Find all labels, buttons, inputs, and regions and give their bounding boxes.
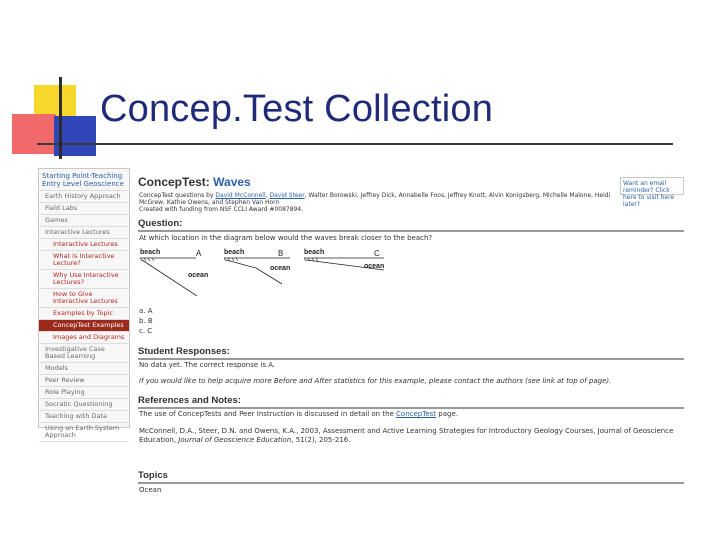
- sidebar-heading[interactable]: Starting Point-Teaching Entry Level Geoscience: [39, 169, 129, 191]
- sidebar-item[interactable]: Using an Earth System Approach: [39, 423, 129, 442]
- diagram-b-letter: B: [278, 249, 284, 258]
- citation-main: McConnell, D.A., Steer, D.N. and Owens, K.A., 2003, Assessment and Active Learning Strategies for Introductory Geology Courses, Journal of Geoscience Education,: [139, 427, 674, 444]
- wave-diagram: [138, 246, 398, 296]
- sidebar-subitem[interactable]: Images and Diagrams: [39, 332, 129, 344]
- author-credit: [139, 192, 619, 213]
- diagram-c-beach-label: beach: [304, 249, 325, 256]
- sidebar-item[interactable]: Games: [39, 215, 129, 227]
- citation: [139, 427, 684, 445]
- sidebar-item[interactable]: Role Playing: [39, 387, 129, 399]
- sidebar-item[interactable]: Peer Review: [39, 375, 129, 387]
- sidebar-item[interactable]: Models: [39, 363, 129, 375]
- conceptest-link[interactable]: ConcepTest: [396, 410, 437, 418]
- sidebar-item[interactable]: Earth History Approach: [39, 191, 129, 203]
- sidebar-item[interactable]: Investigative Case Based Learning: [39, 344, 129, 363]
- references-line-post: page.: [438, 410, 458, 418]
- references-line-pre: The use of ConcepTests and Peer Instruction is discussed in detail on the: [139, 410, 394, 418]
- topics-item[interactable]: Ocean: [139, 486, 162, 494]
- decor-horizontal-line: [37, 143, 673, 145]
- sidebar-subitem[interactable]: Examples by Topic: [39, 308, 129, 320]
- email-reminder-box[interactable]: Want an email reminder? Click here to visit here later?: [620, 177, 684, 195]
- question-heading: Question:: [138, 218, 684, 232]
- slide-title: Concep.Test Collection: [100, 88, 494, 130]
- answer-option: c. C: [139, 327, 153, 335]
- references-line: [139, 410, 684, 419]
- page-heading: [138, 175, 251, 189]
- diagram-a-letter: A: [196, 249, 202, 258]
- sidebar-item[interactable]: Interactive Lectures: [39, 227, 129, 239]
- decor-red-square: [12, 114, 56, 154]
- diagram-b-hatch: [224, 258, 238, 261]
- sidebar-subitem[interactable]: Interactive Lectures: [39, 239, 129, 251]
- diagram-c-letter: C: [374, 249, 380, 258]
- sidebar-subitem-active[interactable]: ConcepTest Examples: [39, 320, 129, 332]
- sidebar-nav: [38, 168, 130, 439]
- page-heading-prefix: ConcepTest:: [138, 175, 210, 189]
- diagram-b-beach-label: beach: [224, 249, 245, 256]
- diagram-c-ocean-label: ocean: [364, 263, 385, 270]
- sidebar-item[interactable]: Field Labs: [39, 203, 129, 215]
- sidebar-subitem[interactable]: What is Interactive Lecture?: [39, 251, 129, 270]
- sidebar-subitem[interactable]: How to Give Interactive Lectures: [39, 289, 129, 308]
- diagram-b-ocean-label: ocean: [270, 265, 291, 272]
- citation-tail: , 51(2), 205-216.: [291, 436, 351, 444]
- web-page-screenshot: [38, 168, 686, 506]
- responses-text: No data yet. The correct response is A.: [139, 361, 276, 369]
- author-link[interactable]: David McConnell: [215, 192, 266, 199]
- responses-request: If you would like to help acquire more Before and After statistics for this example, please contact the authors (see link at top of page).: [139, 377, 612, 385]
- diagram-b-slope-1: [226, 260, 256, 268]
- diagram-a-hatch: [140, 258, 154, 261]
- sidebar-item[interactable]: Socratic Questioning: [39, 399, 129, 411]
- page-heading-topic: Waves: [213, 175, 251, 189]
- sidebar-subitem[interactable]: Why Use Interactive Lectures?: [39, 270, 129, 289]
- answer-option: a. A: [139, 307, 153, 315]
- diagram-a-ocean-label: ocean: [188, 272, 209, 279]
- diagram-a-beach-label: beach: [140, 249, 161, 256]
- credit-separator: ,: [265, 192, 268, 199]
- credit-funding: Created with funding from NSF CCLI Award #0087894.: [139, 206, 304, 213]
- decor-vertical-line: [59, 77, 62, 159]
- author-link[interactable]: David Steer: [269, 192, 305, 199]
- answer-option: b. B: [139, 317, 153, 325]
- topics-heading: Topics: [138, 470, 684, 484]
- credit-intro: ConcepTest questions by: [139, 192, 214, 199]
- references-heading: References and Notes:: [138, 395, 684, 409]
- credit-rest: , Walter Borowski, Jeffrey Dick, Annabelle Foos, Jeffrey Knott, Alvin Konigsberg, Michelle Malone, Heidi McGrew, Kathie Owens, and Stephen Van Horn: [139, 192, 611, 206]
- sidebar-item[interactable]: Teaching with Data: [39, 411, 129, 423]
- question-text: At which location in the diagram below would the waves break closer to the beach?: [139, 234, 433, 242]
- citation-journal: Journal of Geoscience Education: [178, 436, 292, 444]
- responses-heading: Student Responses:: [138, 346, 684, 360]
